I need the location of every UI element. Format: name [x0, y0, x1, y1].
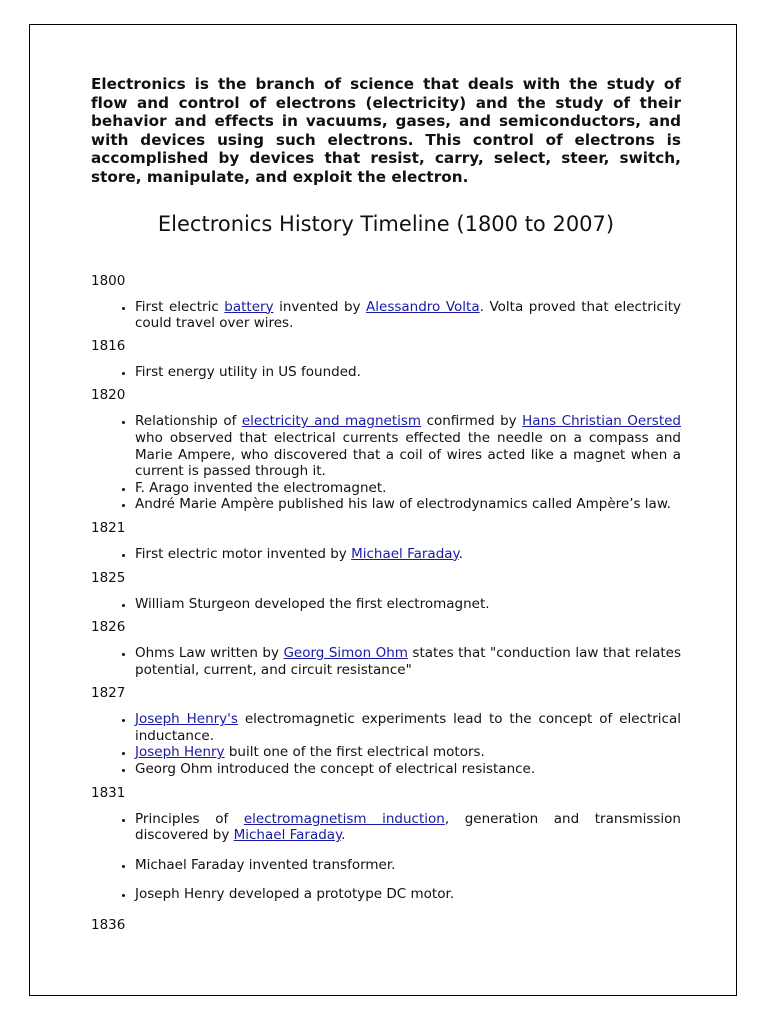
timeline-event: [135, 811, 681, 844]
timeline-event: [135, 761, 681, 778]
timeline-link[interactable]: Joseph Henry: [135, 744, 225, 761]
timeline-event: [135, 299, 681, 332]
intro-lead: Electronics: [91, 75, 186, 93]
timeline-year: 1825: [91, 569, 126, 586]
timeline-event-list: [91, 645, 681, 678]
timeline-text: Relationship of: [135, 413, 242, 430]
timeline-year: 1821: [91, 519, 126, 536]
timeline-text: built one of the first electrical motors.: [224, 744, 485, 761]
timeline-event: [135, 645, 681, 678]
timeline-year: 1827: [91, 685, 126, 702]
timeline-event-list: [91, 413, 681, 513]
timeline-event-list: [91, 546, 681, 563]
page-title: Electronics History Timeline (1800 to 2007): [157, 211, 615, 236]
timeline-event: [135, 886, 681, 903]
timeline-event: [135, 496, 681, 513]
timeline-text: . Volta proved that electricity could travel over wires.: [135, 298, 682, 332]
timeline-event-list: [91, 811, 681, 903]
timeline-event: [135, 480, 681, 497]
timeline-year: 1820: [91, 387, 126, 404]
timeline-event-list: [91, 364, 681, 381]
timeline-year: 1831: [91, 784, 126, 801]
timeline-event-list: [91, 299, 681, 332]
timeline-text: Georg Ohm introduced the concept of electrical resistance.: [135, 761, 536, 778]
timeline: [91, 273, 681, 934]
timeline-link[interactable]: Hans Christian Oersted: [522, 413, 681, 430]
timeline-event: [135, 744, 681, 761]
timeline-text: .: [458, 545, 463, 562]
timeline-event: [135, 711, 681, 744]
intro-text: is the branch of science that deals with the study of flow and control of electrons (electricity) and the study of their behavior and effects in vacuums, gases, and semiconductors, and with devices using such electrons. This control of electrons is accomplished by devices that resist, carry, select, steer, switch, store, manipulate, and exploit the electron.: [91, 75, 681, 186]
timeline-event: [135, 413, 681, 479]
timeline-text: First electric: [135, 298, 225, 315]
timeline-event: [135, 364, 681, 381]
document-content: [91, 75, 681, 934]
timeline-year: 1826: [91, 619, 126, 636]
document-page: [29, 24, 737, 996]
timeline-year: 1800: [91, 272, 126, 289]
timeline-link[interactable]: Joseph Henry's: [135, 711, 238, 728]
timeline-text: Ohms Law written by: [135, 645, 284, 662]
timeline-year: 1836: [91, 917, 126, 934]
timeline-text: Joseph Henry developed a prototype DC motor.: [135, 886, 455, 903]
timeline-text: William Sturgeon developed the first electromagnet.: [135, 595, 490, 612]
timeline-text: , generation and transmission discovered by: [135, 810, 681, 844]
timeline-text: invented by: [273, 298, 367, 315]
timeline-event: [135, 546, 681, 563]
timeline-event: [135, 857, 681, 874]
timeline-link[interactable]: Michael Faraday: [351, 545, 459, 562]
timeline-event-list: [91, 596, 681, 613]
timeline-text: André Marie Ampère published his law of electrodynamics called Ampère’s law.: [135, 496, 671, 513]
timeline-text: Principles of: [135, 810, 244, 827]
timeline-year: 1816: [91, 337, 126, 354]
intro-paragraph: [91, 75, 681, 187]
timeline-text: First energy utility in US founded.: [135, 363, 361, 380]
timeline-text: electromagnetic experiments lead to the concept of electrical inductance.: [135, 711, 681, 744]
timeline-text: who observed that electrical currents effected the needle on a compass and Marie Ampere, who discovered that a coil of wires acted like a magnet when a current is passed through it.: [135, 429, 681, 480]
timeline-text: confirmed by: [421, 413, 523, 430]
timeline-link[interactable]: Georg Simon Ohm: [283, 645, 408, 662]
timeline-text: First electric motor invented by: [135, 545, 352, 562]
timeline-link[interactable]: electricity and magnetism: [241, 413, 422, 430]
timeline-link[interactable]: battery: [224, 298, 274, 315]
timeline-text: F. Arago invented the electromagnet.: [135, 479, 387, 496]
timeline-event-list: [91, 711, 681, 777]
timeline-text: states that "conduction law that relates potential, current, and circuit resistance": [135, 645, 681, 678]
timeline-link[interactable]: electromagnetism induction: [243, 810, 445, 827]
timeline-link[interactable]: Alessandro Volta: [366, 298, 480, 315]
timeline-event: [135, 596, 681, 613]
timeline-text: .: [341, 827, 346, 844]
timeline-text: Michael Faraday invented transformer.: [135, 856, 396, 873]
timeline-link[interactable]: Michael Faraday: [233, 827, 342, 844]
